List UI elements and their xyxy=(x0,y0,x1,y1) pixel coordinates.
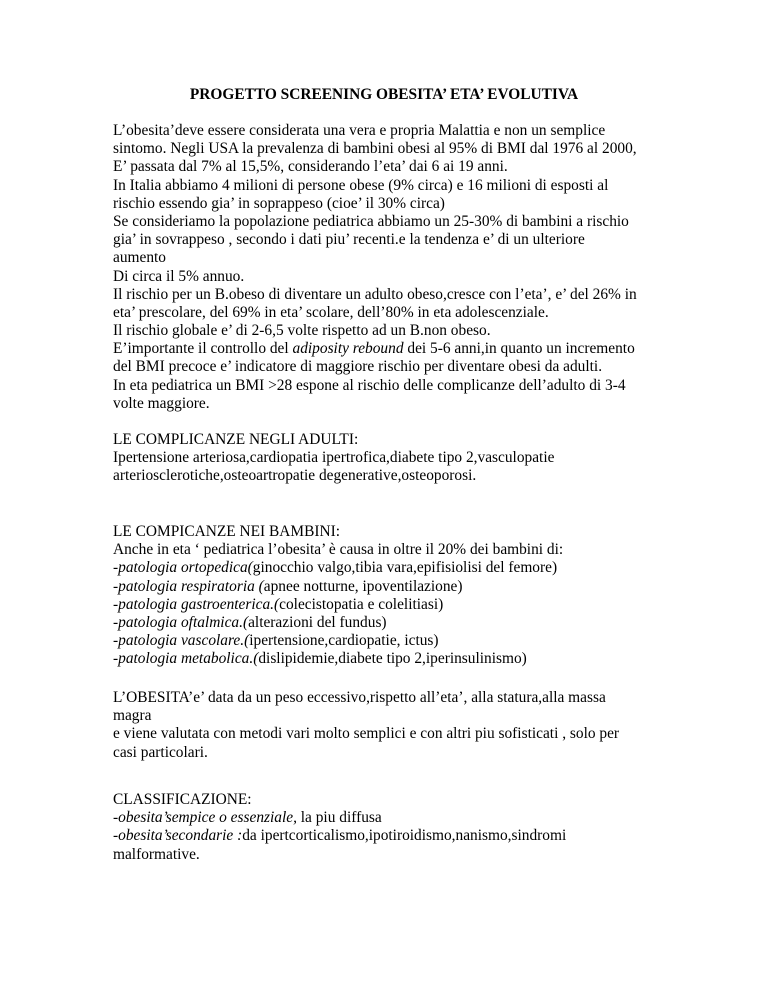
text-line: magra xyxy=(113,707,152,725)
text-line: In eta pediatrica un BMI >28 espone al rischio delle complicanze dell’adulto di 3-4 xyxy=(113,376,626,394)
list-item xyxy=(113,632,673,650)
item-term: -patologia respiratoria ( xyxy=(113,577,264,595)
adiposity-pre: E’importante il controllo del xyxy=(113,340,293,358)
intro-paragraph xyxy=(113,122,673,413)
list-item xyxy=(113,596,673,614)
item-term: -patologia oftalmica.( xyxy=(113,613,249,631)
item-text: colecistopatia e colelitiasi) xyxy=(279,595,444,613)
section-heading: CLASSIFICAZIONE: xyxy=(113,791,252,808)
item-term: -patologia ortopedica( xyxy=(113,559,253,577)
item-term: -obesita’secondarie : xyxy=(113,827,243,845)
item-text: dislipidemie,diabete tipo 2,iperinsulinismo) xyxy=(258,650,527,668)
text-line: e viene valutata con metodi vari molto semplici e con altri piu sofisticati , solo per xyxy=(113,725,620,743)
list-item xyxy=(113,578,673,596)
item-text: ginocchio valgo,tibia vara,epifisiolisi del femore) xyxy=(252,559,558,577)
text-line: sintomo. Negli USA la prevalenza di bambini obesi al 95% di BMI dal 1976 al 2000, xyxy=(113,140,637,158)
children-complications-section xyxy=(113,523,673,669)
text-line: L’OBESITA’e’ data da un peso eccessivo,rispetto all’eta’, alla statura,alla massa xyxy=(113,689,606,706)
item-text: alterazioni del fundus) xyxy=(248,613,387,631)
text-line: Anche in eta ‘ pediatrica l’obesita’ è causa in oltre il 20% dei bambini di: xyxy=(113,541,564,559)
text-line: arteriosclerotiche,osteoartropatie degenerative,osteoporosi. xyxy=(113,467,477,485)
text-line: In Italia abbiamo 4 milioni di persone obese (9% circa) e 16 milioni di esposti al xyxy=(113,176,609,194)
text-line: malformative. xyxy=(113,845,200,863)
classification-section xyxy=(113,791,673,864)
text-line: Di circa il 5% annuo. xyxy=(113,267,245,285)
adiposity-line xyxy=(113,340,673,358)
text-line: eta’ prescolare, del 69% in eta’ scolare, dell’80% in eta adolescenziale. xyxy=(113,303,549,321)
list-item xyxy=(113,809,673,827)
text-line: rischio essendo gia’ in soprappeso (cioe’ il 30% circa) xyxy=(113,194,445,212)
section-heading: LE COMPLICANZE NEGLI ADULTI: xyxy=(113,431,359,448)
text-line: E’ passata dal 7% al 15,5%, considerando l’eta’ dai 6 ai 19 anni. xyxy=(113,158,508,176)
item-term: -patologia vascolare.( xyxy=(113,632,250,650)
list-item xyxy=(113,614,673,632)
item-term: -patologia metabolica.( xyxy=(113,650,259,668)
text-line: volte maggiore. xyxy=(113,394,210,412)
list-item xyxy=(113,650,673,668)
text-line: casi particolari. xyxy=(113,743,208,761)
text-line: gia’ in sovrappeso , secondo i dati piu’ recenti.e la tendenza e’ di un ulteriore xyxy=(113,231,585,249)
obesity-definition xyxy=(113,689,673,762)
adiposity-post: dei 5-6 anni,in quanto un incremento xyxy=(403,340,635,358)
text-line: Se consideriamo la popolazione pediatrica abbiamo un 25-30% di bambini a rischio xyxy=(113,212,629,230)
list-item xyxy=(113,827,673,845)
text-line: Ipertensione arteriosa,cardiopatia ipertrofica,diabete tipo 2,vasculopatie xyxy=(113,449,555,467)
item-text: apnee notturne, ipoventilazione) xyxy=(263,577,463,595)
adult-complications-section xyxy=(113,431,673,486)
section-heading: LE COMPICANZE NEI BAMBINI: xyxy=(113,523,341,540)
document-title: PROGETTO SCREENING OBESITA’ ETA’ EVOLUTIVA xyxy=(189,86,579,103)
item-term: -patologia gastroenterica.( xyxy=(113,595,280,613)
item-term: -obesita’sempice o essenziale, xyxy=(113,809,297,827)
text-line: aumento xyxy=(113,249,166,267)
list-item xyxy=(113,559,673,577)
text-line: Il rischio globale e’ di 2-6,5 volte rispetto ad un B.non obeso. xyxy=(113,322,491,340)
text-line: Il rischio per un B.obeso di diventare un adulto obeso,cresce con l’eta’, e’ del 26% in xyxy=(113,285,637,303)
item-text: la piu diffusa xyxy=(296,809,382,827)
adiposity-term: adiposity rebound xyxy=(292,340,404,358)
item-text: da ipertcorticalismo,ipotiroidismo,nanismo,sindromi xyxy=(242,827,567,845)
text-line: del BMI precoce e’ indicatore di maggiore rischio per diventare obesi da adulti. xyxy=(113,358,603,376)
item-text: ipertensione,cardiopatie, ictus) xyxy=(249,632,439,650)
text-line: L’obesita’deve essere considerata una vera e propria Malattia e non un semplice xyxy=(113,122,606,139)
